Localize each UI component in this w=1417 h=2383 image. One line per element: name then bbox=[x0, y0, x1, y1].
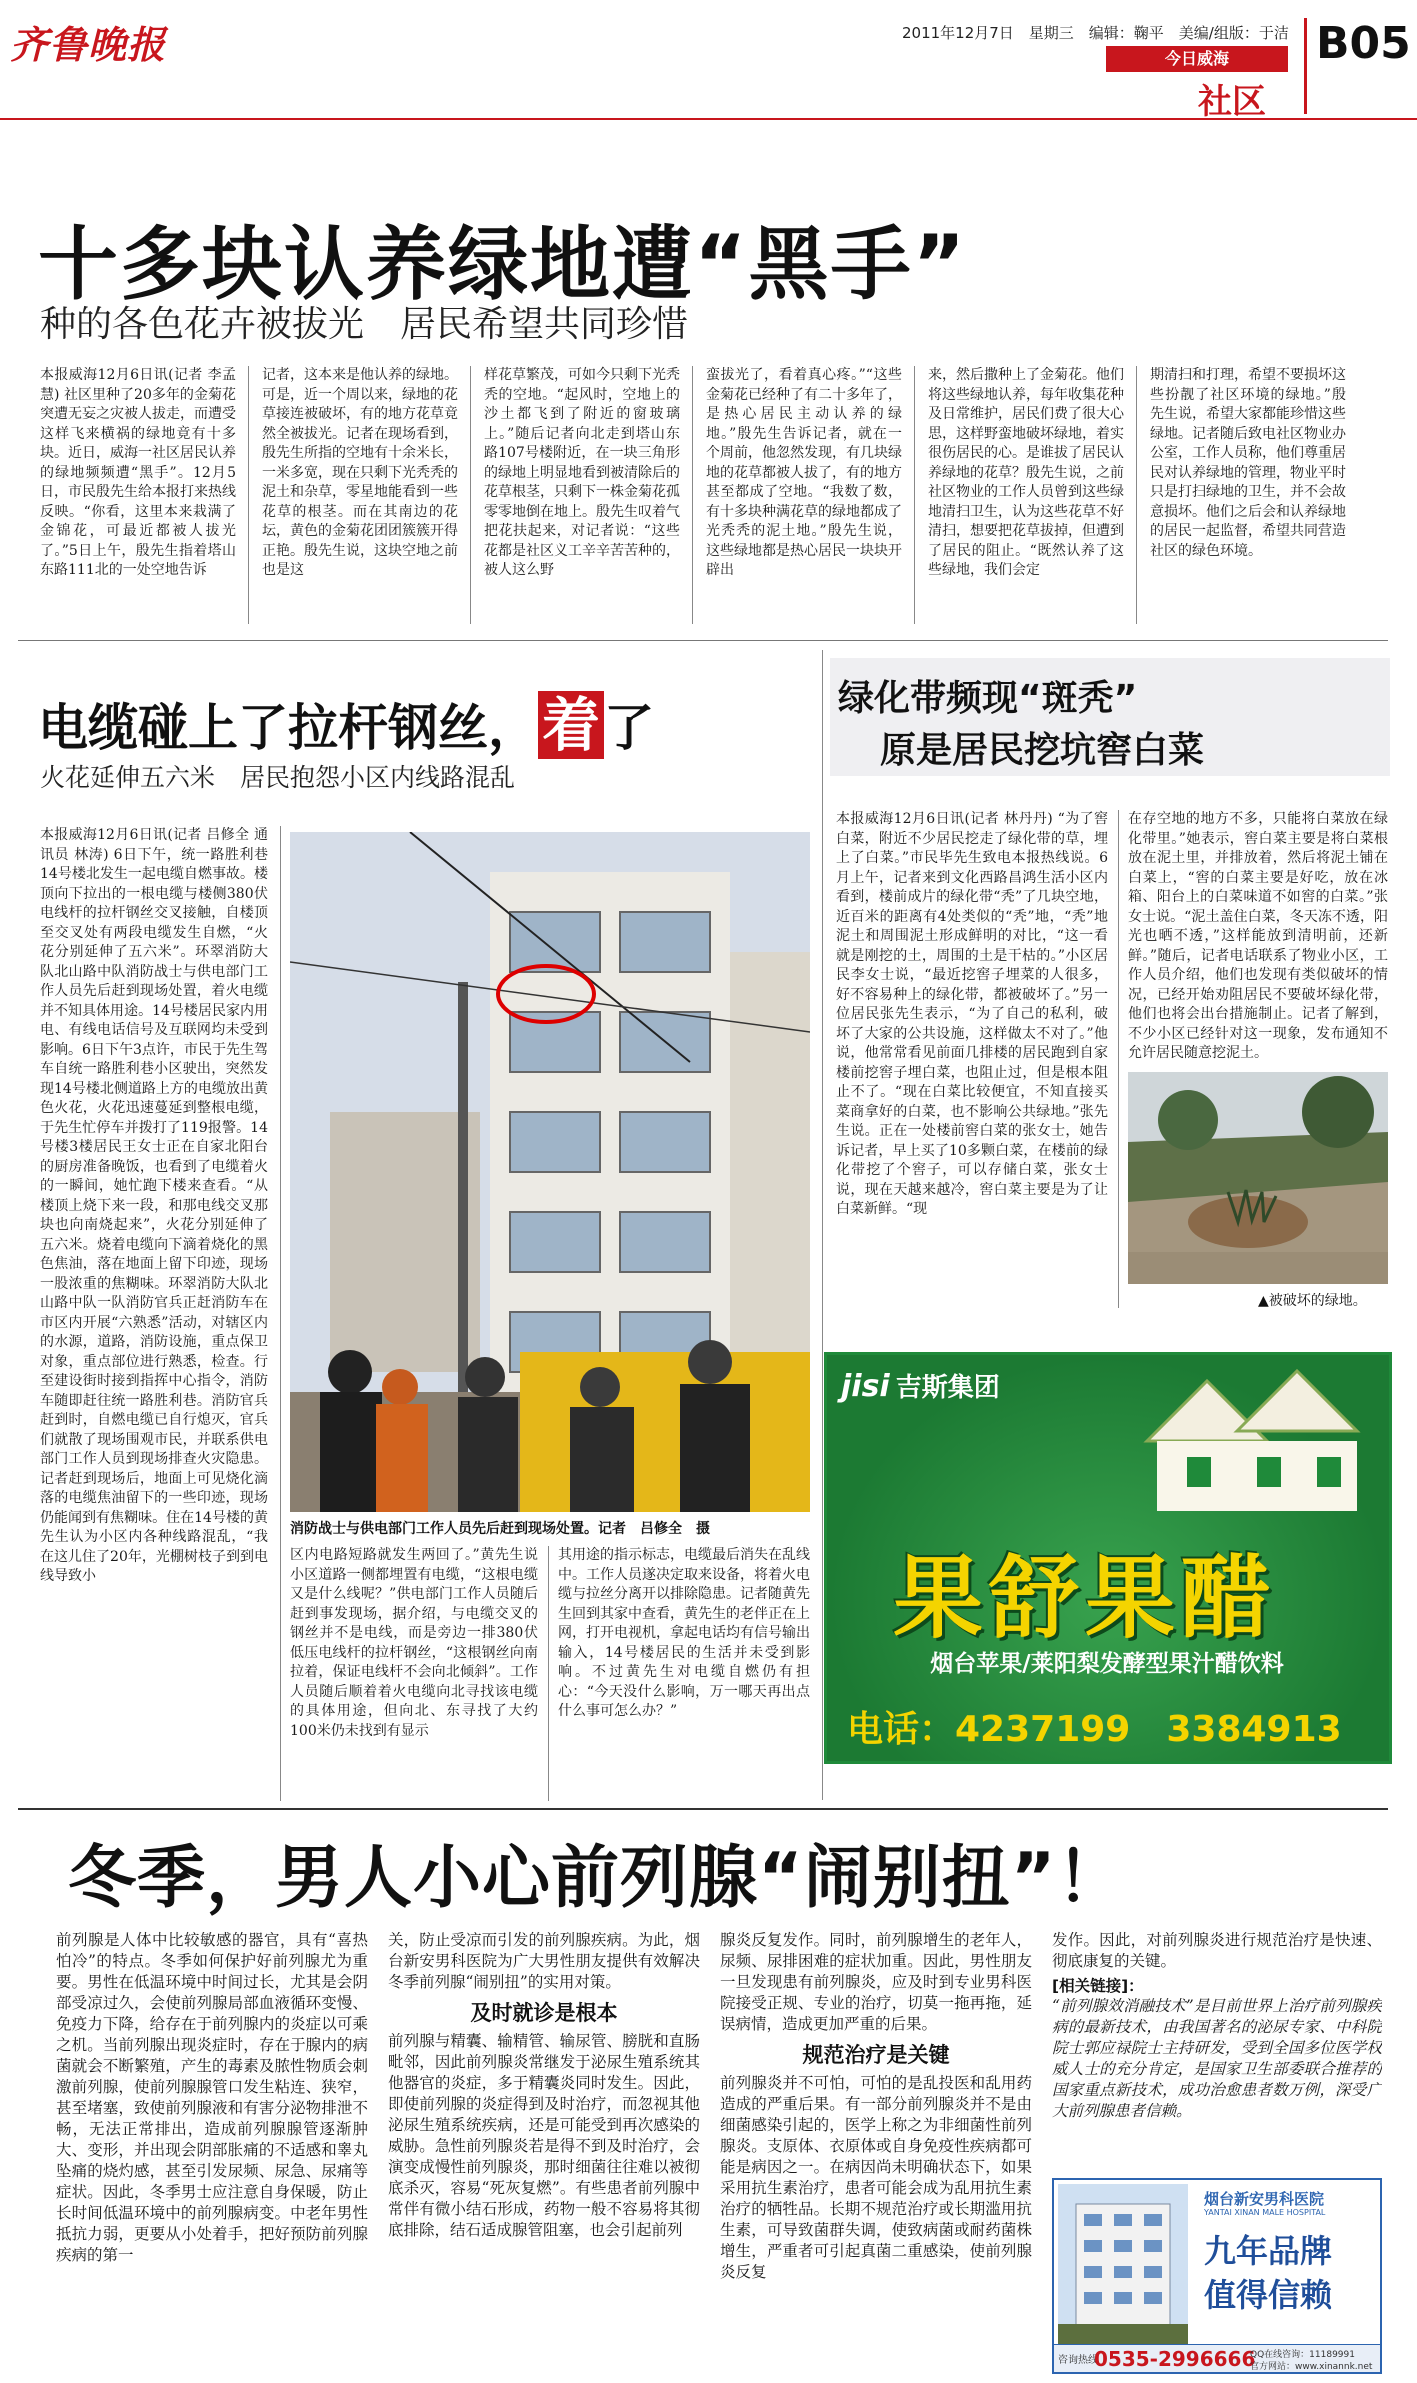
date-line: 2011年12月7日 星期三 编辑：鞠平 美编/组版：于洁 bbox=[902, 24, 1289, 42]
article1-col-3: 样花草繁茂，可如今只剩下光秃秃的空地。“起风时，空地上的沙土都飞到了附近的窗玻璃上。”随后记者向北走到塔山东路107号楼附近，在一块三角形的绿地上明显地看到被清除后的花草根茎，只剩下一株金菊花孤零零地倒在地上。殷先生叹着气把花扶起来，对记者说：“这些花都是社区义工辛辛苦苦种的，被人这么野 bbox=[484, 367, 680, 578]
hospital-slogan-2: 值得信赖 bbox=[1204, 2276, 1333, 2314]
masthead-rule bbox=[0, 118, 1417, 120]
article1-col-6: 期清扫和打理，希望不要损坏这些扮靓了社区环境的绿地。”殷先生说，希望大家都能珍惜这些绿地。记者随后致电社区物业办公室，工作人员称，他们尊重居民对认养绿地的管理，物业平时只是打扫绿地的卫生，并不会故意损坏。他们之后会和认养绿地的居民一起监督，希望共同营造社区的绿色环境。 bbox=[1150, 367, 1346, 559]
article4-col-1: 前列腺是人体中比较敏感的器官，具有“喜热怕冷”的特点。冬季如何保护好前列腺尤为重要。男性在低温环境中时间过长，尤其是会阴部受凉过久，会使前列腺局部血液循环变慢、免疫力下降，给存在于前列腺内的炎症以可乘之机。当前列腺出现炎症时，存在于腺内的病菌就会不断繁殖，产生的毒素及脓性物质会刺激前列腺，使前列腺腺管口发生粘连、狭窄，甚至堵塞，致使前列腺液和有害分泌物排泄不畅，无法正常排出，造成前列腺腺管逐渐肿大、变形，并出现会阴部胀痛的不适感和睾丸坠痛的烧灼感，甚至引发尿频、尿急、尿痛等症状。因此，冬季男士应注意自身保暖，防止长时间低温环境中的前列腺病变。中老年男性抵抗力弱，更要从小处着手，把好预防前列腺疾病的第一 bbox=[56, 1931, 368, 2264]
ad-product-name: 果舒果醋 bbox=[893, 1546, 1277, 1651]
article4-col-2-body: 前列腺与精囊、输精管、输尿管、膀胱和直肠毗邻，因此前列腺炎常继发于泌尿生殖系统其他器官的炎症，多于精囊炎同时发生。因此，即使前列腺的炎症得到及时治疗，而忽视其他泌尿生殖系统疾病，还是可能受到再次感染的威胁。急性前列腺炎若是得不到及时治疗，会演变成慢性前列腺炎，那时细菌往往难以被彻底杀灭，容易“死灰复燃”。有些患者前列腺中常伴有微小结石形成，药物一般不容易将其彻底排除，结石适成腺管阻塞，也会引起前列 bbox=[388, 2032, 700, 2239]
article1-headline: 十多块认养绿地遭“黑手” bbox=[38, 218, 968, 311]
article4-col-3-body: 前列腺炎并不可怕，可怕的是乱投医和乱用药造成的严重后果。有一部分前列腺炎并不是由细菌感染引起的，医学上称之为非细菌性前列腺炎。支原体、衣原体或自身免疫性疾病都可能是病因之一。在病因尚未明确状态下，如果采用抗生素治疗，患者可能会成为乱用抗生素治疗的牺牲品。长期不规范治疗或长期滥用抗生素，可导致菌群失调，使致病菌或耐药菌株增生，严重者可引起真菌二重感染，使前列腺炎反复 bbox=[720, 2074, 1032, 2281]
article4-col-4-intro: 发作。因此，对前列腺炎进行规范治疗是快速、彻底康复的关键。 bbox=[1052, 1931, 1382, 1970]
section-rule-vertical bbox=[822, 650, 823, 1800]
ad-hospital bbox=[1052, 2178, 1382, 2374]
article2-col-left: 本报威海12月6日讯(记者 吕修全 通讯员 林涛) 6日下午，统一路胜利巷14号楼北发生一起电缆自燃事故。楼顶向下拉出的一根电缆与楼侧380伏电线杆的拉杆钢丝交叉接触，自楼顶至交叉处有两段电缆发生自燃，“火花分别延伸了五六米”。环翠消防大队北山路中队消防战士与供电部门工作人员先后赶到现场处置，着火电缆并不知具体用途。14号楼居民家内用电、有线电话信号及互联网均未受到影响。6日下午3点许，市民于先生驾车自统一路胜利巷小区驶出，突然发现14号楼北侧道路上方的电缆放出黄色火花，火花迅速蔓延到整根电缆，于先生忙停车并拨打了119报警。14号楼3楼居民王女士正在自家北阳台的厨房准备晚饭，也看到了电缆着火的一瞬间，她忙跑下楼来查看。“从楼顶上烧下来一段，和那电线交叉那块也向南烧起来”，火花分别延伸了五六米。烧着电缆向下滴着烧化的黑色焦油，落在地面上留下印迹，现场一股浓重的焦糊味。环翠消防大队北山路中队一队消防官兵正赶消防车在市区内开展“六熟悉”活动，对辖区内的水源，道路，消防设施，重点保卫对象，重点部位进行熟悉，检查。行至建设街时接到指挥中心指令，消防车随即赶往统一路胜利巷。消防官兵赶到时，自燃电缆已自行熄灭，官兵们就散了现场围观市民，并联系供电部门工作人员到现场排查火灾隐患。记者赶到现场后，地面上可见烧化滴落的电缆焦油留下的一些印迹，现场仍能闻到有焦糊味。住在14号楼的黄先生认为小区内各种线路混乱，“我在这儿住了20年，光棚树枝子到到电线导致小 bbox=[40, 827, 268, 1584]
hotline-web: 官方网站：www.xinannk.net bbox=[1250, 2362, 1373, 2372]
article1-subhead: 种的各色花卉被拔光 居民希望共同珍惜 bbox=[40, 304, 689, 345]
photo-illustration bbox=[290, 832, 810, 1512]
hospital-hotline-bar bbox=[1054, 2344, 1380, 2372]
newspaper-logo: 齐鲁晚报 bbox=[10, 22, 167, 67]
related-link-label: [相关链接]： bbox=[1052, 1977, 1144, 1995]
ad-phone: 电话：4237199 3384913 bbox=[847, 1709, 1342, 1750]
article4-col-2-intro: 关，防止受凉而引发的前列腺疾病。为此，烟台新安男科医院为广大男性朋友提供有效解决冬季前列腺“闹别扭”的实用对策。 bbox=[388, 1931, 700, 1991]
headline-part: 了 bbox=[604, 699, 655, 757]
article4-col-4 bbox=[1052, 1930, 1382, 2170]
article4-subhead-1: 及时就诊是根本 bbox=[470, 2001, 618, 2025]
col-rule bbox=[548, 1546, 549, 1801]
headline-highlight: 着 bbox=[538, 691, 604, 759]
article4-col-3-intro: 腺炎反复发作。同时，前列腺增生的老年人，尿频、尿排困难的症状加重。因此，男性朋友一旦发现患有前列腺炎，应及时到专业男科医院接受正规、专业的治疗，切莫一拖再拖，延误病情，造成更加严重的后果。 bbox=[720, 1931, 1032, 2033]
article2-headline bbox=[38, 678, 654, 762]
ad-jisi-vinegar bbox=[824, 1352, 1392, 1764]
article4-subhead-2: 规范治疗是关键 bbox=[802, 2043, 950, 2067]
col-rule bbox=[280, 826, 281, 1801]
brand-latin: jisi bbox=[841, 1369, 890, 1404]
damaged-greenbelt-photo bbox=[1128, 1072, 1388, 1284]
hospital-slogan-1: 九年品牌 bbox=[1204, 2232, 1333, 2270]
page-number: B05 bbox=[1316, 18, 1411, 69]
col-rule bbox=[470, 366, 471, 624]
article3-col-1: 本报威海12月6日讯(记者 林丹丹) “为了窖白菜，附近不少居民挖走了绿化带的草，埋上了白菜。”市民毕先生致电本报热线说。6月上午，记者来到文化西路昌鸿生活小区内看到，楼前成片的绿化带“秃”了几块空地，近百米的距离有4处类似的“秃”地，“秃”地泥土和周围泥土形成鲜明的对比，“这一看就是刚挖的土，周围的土是干枯的。”小区居民李女士说，“最近挖窖子埋菜的人很多，好不容易种上的绿化带，都被破坏了。”另一位居民张先生表示，“为了自己的私利，破坏了大家的公共设施，这样做太不对了。”他说，他常常看见前面几排楼的居民跑到自家楼前挖窖子埋白菜，也阻止过，但是根本阻止不了。“现在白菜比较便宜，不知直接买菜商拿好的白菜，也不影响公共绿地。”张先生说。正在一处楼前窖白菜的张女士，她告诉记者，早上买了10多颗白菜，在楼前的绿化带挖了个窖子，可以存储白菜，张女士说，现在天越来越冷，窖白菜主要是为了让白菜新鲜。“现 bbox=[836, 811, 1108, 1217]
article1-col-1: 本报威海12月6日讯(记者 李孟慧) 社区里种了20多年的金菊花突遭无妄之灾被人拔走，而遭受这样飞来横祸的绿地竟有十多块。近日，威海一社区居民认养的绿地频频遭“黑手”。12月5日，市民殷先生给本报打来热线反映。“你看，这里本来栽满了金锦花，可最近都被人拔光了。”5日上午，殷先生指着塔山东路111北的一处空地告诉 bbox=[40, 367, 236, 578]
hotline-qq: QQ在线咨询：11189991 bbox=[1250, 2350, 1355, 2360]
col-rule bbox=[1136, 366, 1137, 624]
article3-headline-1: 绿化带频现“斑秃” bbox=[838, 678, 1138, 719]
article2-col-b1: 区内电路短路就发生两回了。”黄先生说小区道路一侧都埋置有电缆，“这根电缆又是什么线呢？”供电部门工作人员随后赶到事发现场，据介绍，与电缆交叉的钢丝并不是电线，而是旁边一排380伏低压电线杆的拉杆钢丝，“这根钢丝向南拉着，保证电线杆不会向北倾斜”。工作人员随后顺着着火电缆向北寻找该电缆的具体用途，但向北、东寻找了大约100米仍未找到有显示 bbox=[290, 1547, 538, 1739]
article-cabbage bbox=[826, 650, 1396, 1330]
hospital-logo-en: YANTAI XINAN MALE HOSPITAL bbox=[1204, 2208, 1326, 2217]
photo-caption: 消防战士与供电部门工作人员先后赶到现场处置。记者 吕修全 摄 bbox=[290, 1521, 710, 1537]
col-rule bbox=[914, 366, 915, 624]
hotline-label: 咨询热线 bbox=[1058, 2355, 1098, 2366]
article1-col-5: 来，然后撒种上了金菊花。他们将这些绿地认养，每年收集花种及日常维护，居民们费了很大心思，这样野蛮地破坏绿地，着实很伤居民的心。是谁拔了居民认养绿地的花草？殷先生说，之前社区物业的工作人员曾到这些绿地清扫卫生，认为这些花草不好清扫，想要把花草拔掉，但遭到了居民的阻止。“既然认养了这些绿地，我们会定 bbox=[928, 367, 1124, 578]
article4-headline: 冬季，男人小心前列腺“闹别扭”！ bbox=[68, 1839, 1126, 1918]
masthead bbox=[0, 0, 1417, 122]
hospital-building-icon bbox=[1058, 2184, 1188, 2344]
article1-col-4: 蛮拔光了，看着真心疼。”“这些金菊花已经种了有二十多年了，是热心居民主动认养的绿地。”殷先生告诉记者，就在一个周前，他忽然发现，有几块绿地的花草都被人拔了，有的地方甚至都成了空地。“我数了数，有十多块种满花草的绿地都成了光秃秃的泥土地。”殷先生说，这些绿地都是热心居民一块块开辟出 bbox=[706, 367, 902, 578]
col-rule bbox=[248, 366, 249, 624]
article-green-space bbox=[0, 138, 1417, 638]
section-tag: 今日威海 bbox=[1106, 46, 1288, 72]
article3-headline-2: 原是居民挖坑窖白菜 bbox=[880, 730, 1205, 771]
brand-cn: 吉斯集团 bbox=[895, 1373, 1000, 1403]
article2-col-b2: 其用途的指示标志，电缆最后消失在乱线中。工作人员遂决定取来设备，将着火电缆与拉丝分离开以排除隐患。记者随黄先生回到其家中查看，黄先生的老伴正在上网，打开电视机，拿起电话均有信号输出输入，14号楼居民的生活并未受到影响。不过黄先生对电缆自燃仍有担心：“今天没什么影响，万一哪天再出点什么事可怎么办？” bbox=[558, 1547, 810, 1719]
article4-col-3 bbox=[720, 1930, 1032, 2370]
house-illustration bbox=[1127, 1361, 1367, 1511]
hospital-logo-cn: 烟台新安男科医院 bbox=[1204, 2190, 1325, 2208]
article3-col-2: 在存空地的地方不多，只能将白菜放在绿化带里。”她表示，窖白菜主要是将白菜根放在泥土里，并排放着，然后将泥土铺在白菜上，“窖的白菜主要是好吃，放在冰箱、阳台上的白菜味道不如窖的白菜。”张女士说。“泥土盖住白菜，冬天冻不透，阳光也晒不透，”这样能放到清明前，还新鲜。”随后，记者电话联系了物业小区，工作人员介绍，他们也发现有类似破坏的情况，已经开始劝阻居民不要破坏绿化带，他们也将会出台措施制止。记者了解到，不少小区已经针对这一现象，发布通知不允许居民随意挖泥土。 bbox=[1128, 811, 1388, 1061]
ad-brand-logo bbox=[841, 1367, 1000, 1404]
headline-part: 电缆碰上了拉杆钢丝， bbox=[38, 699, 538, 757]
article-cable-fire bbox=[0, 650, 820, 1805]
section-rule bbox=[18, 1808, 1388, 1810]
section-name: 社区 bbox=[1198, 82, 1266, 122]
section-rule bbox=[18, 640, 1388, 641]
related-link-text: “前列腺效消融技术”是目前世界上治疗前列腺疾病的最新技术，由我国著名的泌尿专家、中科院院士郭应禄院士主持研发，受到全国多位医学权威人士的充分肯定，是国家卫生部委联合推荐的国家重点新技术，成功治愈患者数万例，深受广大前列腺患者信赖。 bbox=[1052, 1997, 1382, 2120]
col-rule bbox=[1118, 810, 1119, 1308]
article1-col-2: 记者，这本来是他认养的绿地。可是，近一个周以来，绿地的花草接连被破坏，有的地方花草竟然全被拔光。记者在现场看到，殷先生所指的空地有十余米长，一米多宽，现在只剩下光秃秃的泥土和杂草，零星地能看到一些花草的根茎。而在其南边的花坛，黄色的金菊花团团簇簇开得正艳。殷先生说，这块空地之前也是这 bbox=[262, 367, 458, 578]
article4-col-2 bbox=[388, 1930, 700, 2370]
ad-tagline: 烟台苹果/莱阳梨发酵型果汁醋饮料 bbox=[930, 1651, 1284, 1677]
hotline-phone: 0535-2996666 bbox=[1094, 2347, 1256, 2371]
article3-photo-caption: ▲被破坏的绿地。 bbox=[1258, 1293, 1367, 1309]
article2-subhead: 火花延伸五六米 居民抱怨小区内线路混乱 bbox=[40, 763, 516, 792]
col-rule bbox=[692, 366, 693, 624]
section-divider bbox=[1304, 18, 1307, 114]
photo-illustration bbox=[1128, 1072, 1388, 1284]
article-prostate bbox=[0, 1812, 1417, 2383]
fire-scene-photo bbox=[290, 832, 810, 1512]
